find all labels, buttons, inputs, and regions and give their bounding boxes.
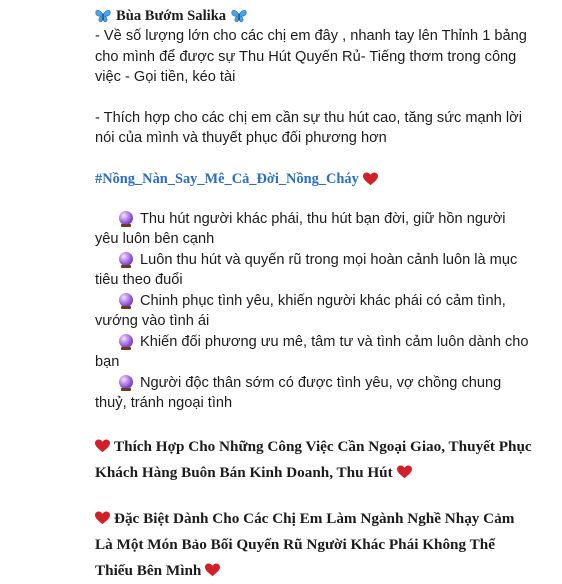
post-title-text: Bùa Bướm Salika	[116, 8, 227, 24]
butterfly-icon	[95, 9, 111, 23]
crystal-ball-icon	[119, 252, 133, 266]
red-heart-icon	[205, 563, 220, 577]
hashtag-text: #Nồng_Nàn_Say_Mê_Cả_Đời_Nồng_Cháy	[95, 170, 359, 187]
crystal-ball-icon	[119, 334, 133, 348]
crystal-ball-icon	[119, 211, 133, 225]
crystal-ball-icon	[119, 375, 133, 389]
highlight-special-dedication: Đặc Biệt Dành Cho Các Chị Em Làm Ngành Nghề Nhạy Cảm Là Một Món Bảo Bối Quyến Rũ Người Khác Phái Không Thể Thiếu Bên Mình	[95, 509, 515, 579]
butterfly-icon	[231, 9, 247, 23]
benefit-item: Chinh phục tình yêu, khiến người khác phái có cảm tình, vướng vào tình ái	[95, 292, 506, 329]
benefit-item: Người độc thân sớm có được tình yêu, vợ chồng chung thuỷ, tránh ngoại tình	[95, 374, 502, 411]
crystal-ball-icon	[119, 293, 133, 307]
intro-paragraph-2: - Thích hợp cho các chị em cần sự thu hút cao, tăng sức mạnh lời nói của mình và thuyết phục đối phương hơn	[95, 109, 522, 146]
benefit-item: Thu hút người khác phái, thu hút bạn đời, giữ hồn người yêu luôn bên cạnh	[95, 210, 506, 247]
red-heart-icon	[95, 439, 110, 453]
hashtag	[95, 169, 532, 189]
red-heart-icon	[397, 465, 412, 479]
benefit-item: Luôn thu hút và quyến rũ trong mọi hoàn cảnh luôn là mục tiêu theo đuổi	[95, 251, 518, 288]
benefit-item: Khiến đối phương ưu mê, tâm tư và tình cảm luôn dành cho bạn	[95, 333, 529, 370]
intro-paragraph-1: - Về số lượng lớn cho các chị em đây , nhanh tay lên Thỉnh 1 bảng cho mình để được sự Thu Hút Quyến Rủ- Tiếng thơm trong công việc - Gọi tiền, kéo tài	[95, 28, 527, 85]
red-heart-icon	[95, 511, 110, 525]
red-heart-icon	[363, 172, 378, 186]
highlight-suitable-jobs: Thích Hợp Cho Những Công Việc Cần Ngoại Giao, Thuyết Phục Khách Hàng Buôn Bán Kinh Doanh, Thu Hút	[95, 437, 532, 481]
post-title	[95, 6, 532, 26]
